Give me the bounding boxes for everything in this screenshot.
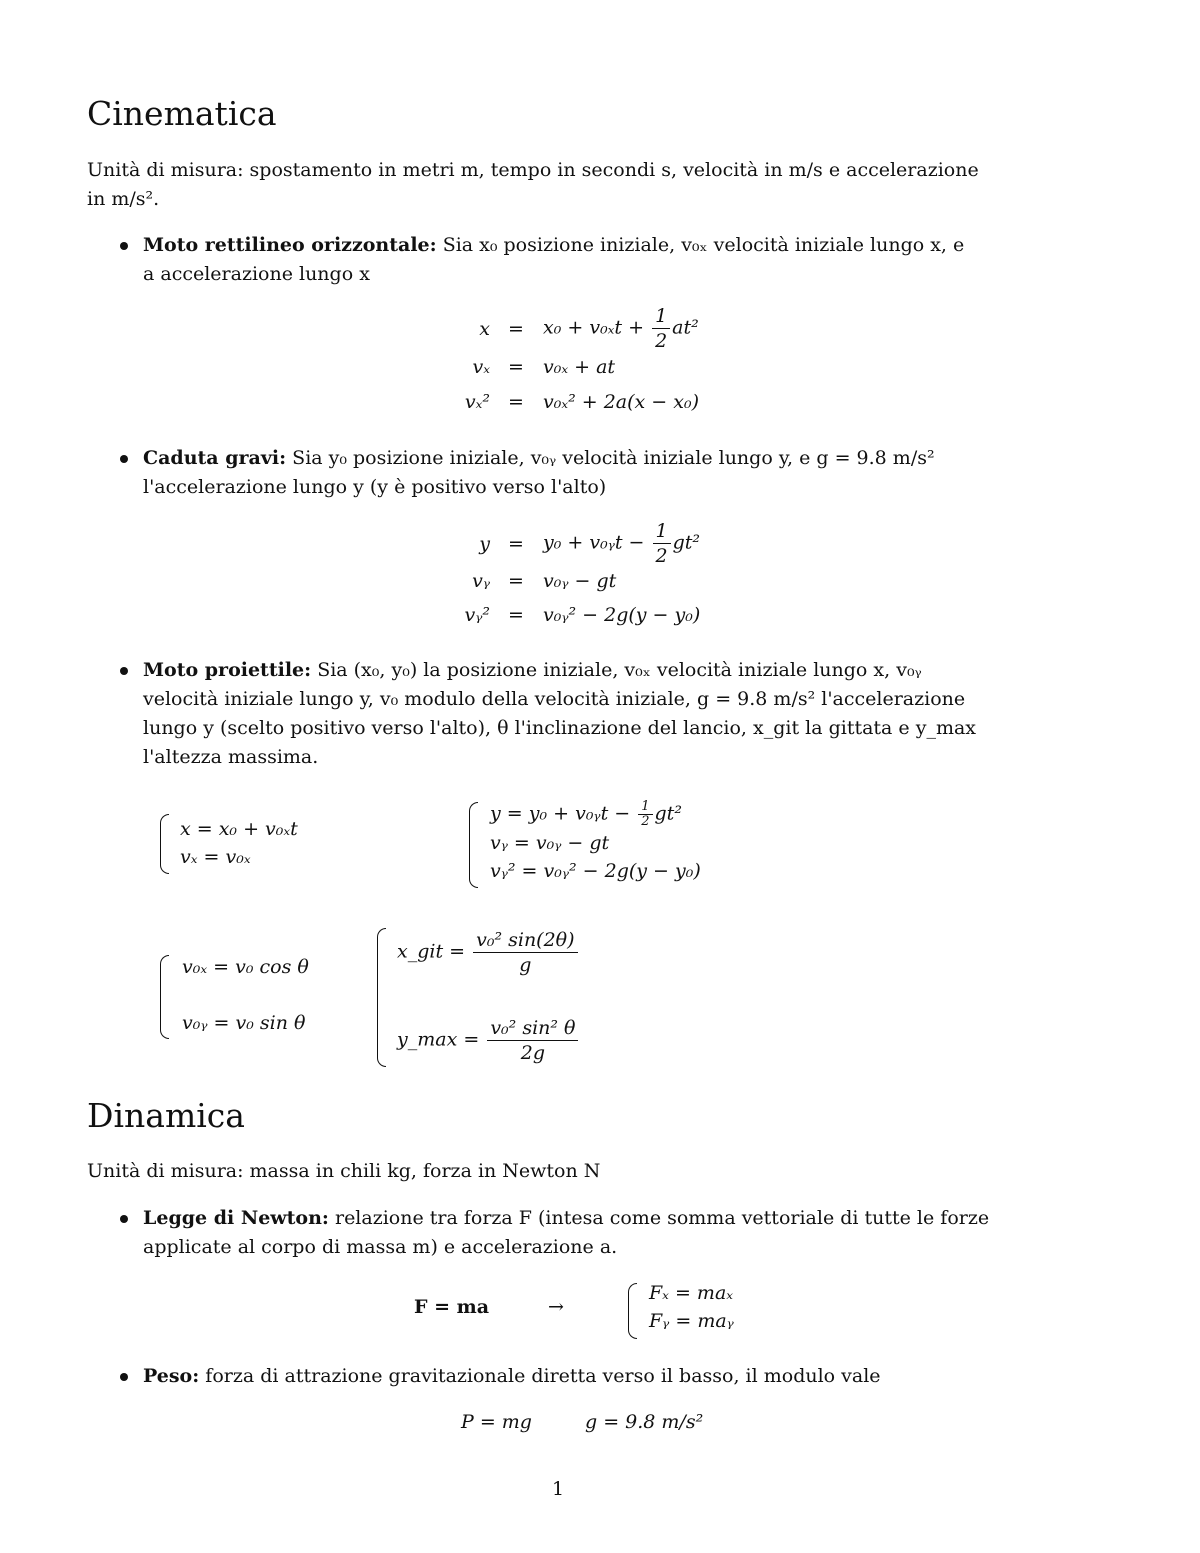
cg-eq1-num: 1 (653, 519, 671, 544)
cg-eq1-rhs (543, 519, 700, 568)
moto-rettilineo-label: Moto rettilineo orizzontale: (143, 234, 437, 256)
ymax-den: 2g (520, 1042, 546, 1064)
newton-eq-main: F = ma (414, 1296, 490, 1318)
caduta-gravi-label: Caduta gravi: (143, 447, 287, 469)
brace-left-icon (377, 928, 386, 1067)
xgit-num: v₀² sin(2θ) (473, 928, 577, 953)
sysy-eq1 (490, 800, 682, 829)
cinematica-intro-line1: Unità di misura: spostamento in metri m, tempo in secondi s, velocità in m/s e accelerazione (87, 159, 979, 181)
mr-eq2-rhs: v₀ₓ + at (543, 356, 616, 378)
moto-proiettile-line2: velocità iniziale lungo y, v₀ modulo della velocità iniziale, g = 9.8 m/s² l'accelerazione (143, 688, 966, 710)
mr-eq1-den: 2 (655, 330, 668, 352)
xgit-lhs: x_git = (397, 940, 466, 963)
legge-newton-text1: relazione tra forza F (intesa come somma vettoriale di tutte le forze (334, 1207, 990, 1229)
mr-eq3-lhs: vₓ² (464, 391, 490, 413)
xgit-fraction (473, 928, 577, 977)
legge-newton-line1 (143, 1204, 989, 1233)
moto-proiettile-line1 (143, 656, 922, 685)
ymax-lhs: y_max = (397, 1028, 480, 1051)
sysy-eq3: vᵧ² = v₀ᵧ² − 2g(y − y₀) (490, 860, 701, 882)
cg-eq2-lhs: vᵧ (472, 570, 490, 592)
section-title-cinematica: Cinematica (87, 94, 277, 133)
cg-eq3-lhs: vᵧ² (464, 604, 490, 626)
peso-label: Peso: (143, 1365, 200, 1387)
arrow-right-icon: → (548, 1296, 564, 1318)
caduta-gravi-line2: l'accelerazione lungo y (y è positivo verso l'alto) (143, 476, 607, 498)
bullet-icon (120, 667, 128, 675)
brace-left-icon (469, 802, 478, 888)
sysx-eq1: x = x₀ + v₀ₓt (180, 818, 298, 840)
bullet-icon (120, 242, 128, 250)
bullet-icon (120, 455, 128, 463)
moto-rettilineo-line1 (143, 231, 964, 260)
mr-eq1-rhs-a: x₀ + v₀ₓt + (543, 316, 645, 339)
peso-text: forza di attrazione gravitazionale diretta verso il basso, il modulo vale (205, 1365, 881, 1387)
legge-newton-label: Legge di Newton: (143, 1207, 329, 1229)
ymax-equation (397, 1016, 580, 1065)
bullet-icon (120, 1215, 128, 1223)
mr-eq2-lhs: vₓ (472, 356, 490, 378)
cg-eq3-equals: = (508, 604, 524, 626)
sysx-eq2: vₓ = v₀ₓ (180, 846, 251, 868)
mr-eq1-rhs-b: at² (672, 316, 699, 339)
cinematica-intro-line2: in m/s². (87, 188, 160, 210)
ymax-num: v₀² sin² θ (487, 1016, 578, 1041)
cg-eq1-equals: = (508, 533, 524, 555)
brace-left-icon (160, 955, 169, 1039)
sysy-eq1-a: y = y₀ + v₀ᵧt − (490, 802, 631, 825)
brace-left-icon (160, 814, 169, 874)
cg-eq3-rhs: v₀ᵧ² − 2g(y − y₀) (543, 604, 701, 626)
cg-eq1-rhs-a: y₀ + v₀ᵧt − (543, 531, 645, 554)
sysy-eq1-b: gt² (654, 802, 682, 825)
moto-rettilineo-text1: Sia x₀ posizione iniziale, v₀ₓ velocità iniziale lungo x, e (442, 234, 965, 256)
section-title-dinamica: Dinamica (87, 1096, 245, 1135)
moto-proiettile-text1: Sia (x₀, y₀) la posizione iniziale, v₀ₓ velocità iniziale lungo x, v₀ᵧ (317, 659, 922, 681)
mr-eq2-equals: = (508, 356, 524, 378)
bullet-icon (120, 1373, 128, 1381)
mr-eq1-equals: = (508, 318, 524, 340)
peso-eq1: P = mg (461, 1411, 532, 1433)
mr-eq1-fraction (652, 304, 670, 353)
cg-eq1-den: 2 (655, 545, 668, 567)
sysv-eq1: v₀ₓ = v₀ cos θ (182, 956, 309, 978)
moto-proiettile-line3: lungo y (scelto positivo verso l'alto), θ l'inclinazione del lancio, x_git la gittata e y_max (143, 717, 977, 739)
peso-eq2: g = 9.8 m/s² (585, 1411, 704, 1433)
sysy-eq2: vᵧ = v₀ᵧ − gt (490, 832, 610, 854)
mr-eq3-rhs: v₀ₓ² + 2a(x − x₀) (543, 391, 699, 413)
mr-eq1-rhs (543, 304, 699, 353)
sysy-eq1-den: 2 (641, 814, 650, 829)
sysy-eq1-fraction (638, 800, 652, 829)
mr-eq1-lhs: x (479, 318, 490, 340)
xgit-equation (397, 928, 580, 977)
caduta-gravi-text1: Sia y₀ posizione iniziale, v₀ᵧ velocità iniziale lungo y, e g = 9.8 m/s² (292, 447, 935, 469)
moto-proiettile-line4: l'altezza massima. (143, 746, 319, 768)
legge-newton-line2: applicate al corpo di massa m) e accelerazione a. (143, 1236, 618, 1258)
peso-line (143, 1362, 881, 1391)
sysy-eq1-num: 1 (638, 800, 652, 815)
ymax-fraction (487, 1016, 578, 1065)
newton-sys-eq2: Fᵧ = maᵧ (649, 1310, 734, 1332)
cg-eq2-rhs: v₀ᵧ − gt (543, 570, 617, 592)
mr-eq1-num: 1 (652, 304, 670, 329)
xgit-den: g (519, 954, 532, 976)
brace-left-icon (628, 1283, 637, 1339)
moto-proiettile-label: Moto proiettile: (143, 659, 312, 681)
dinamica-intro: Unità di misura: massa in chili kg, forza in Newton N (87, 1160, 601, 1182)
caduta-gravi-line1 (143, 444, 935, 473)
page-number: 1 (552, 1478, 565, 1500)
sysv-eq2: v₀ᵧ = v₀ sin θ (182, 1012, 306, 1034)
cg-eq1-fraction (653, 519, 671, 568)
mr-eq3-equals: = (508, 391, 524, 413)
newton-sys-eq1: Fₓ = maₓ (649, 1282, 734, 1304)
cg-eq1-lhs: y (479, 533, 490, 555)
moto-rettilineo-line2: a accelerazione lungo x (143, 263, 370, 285)
cg-eq1-rhs-b: gt² (672, 531, 701, 554)
cg-eq2-equals: = (508, 570, 524, 592)
